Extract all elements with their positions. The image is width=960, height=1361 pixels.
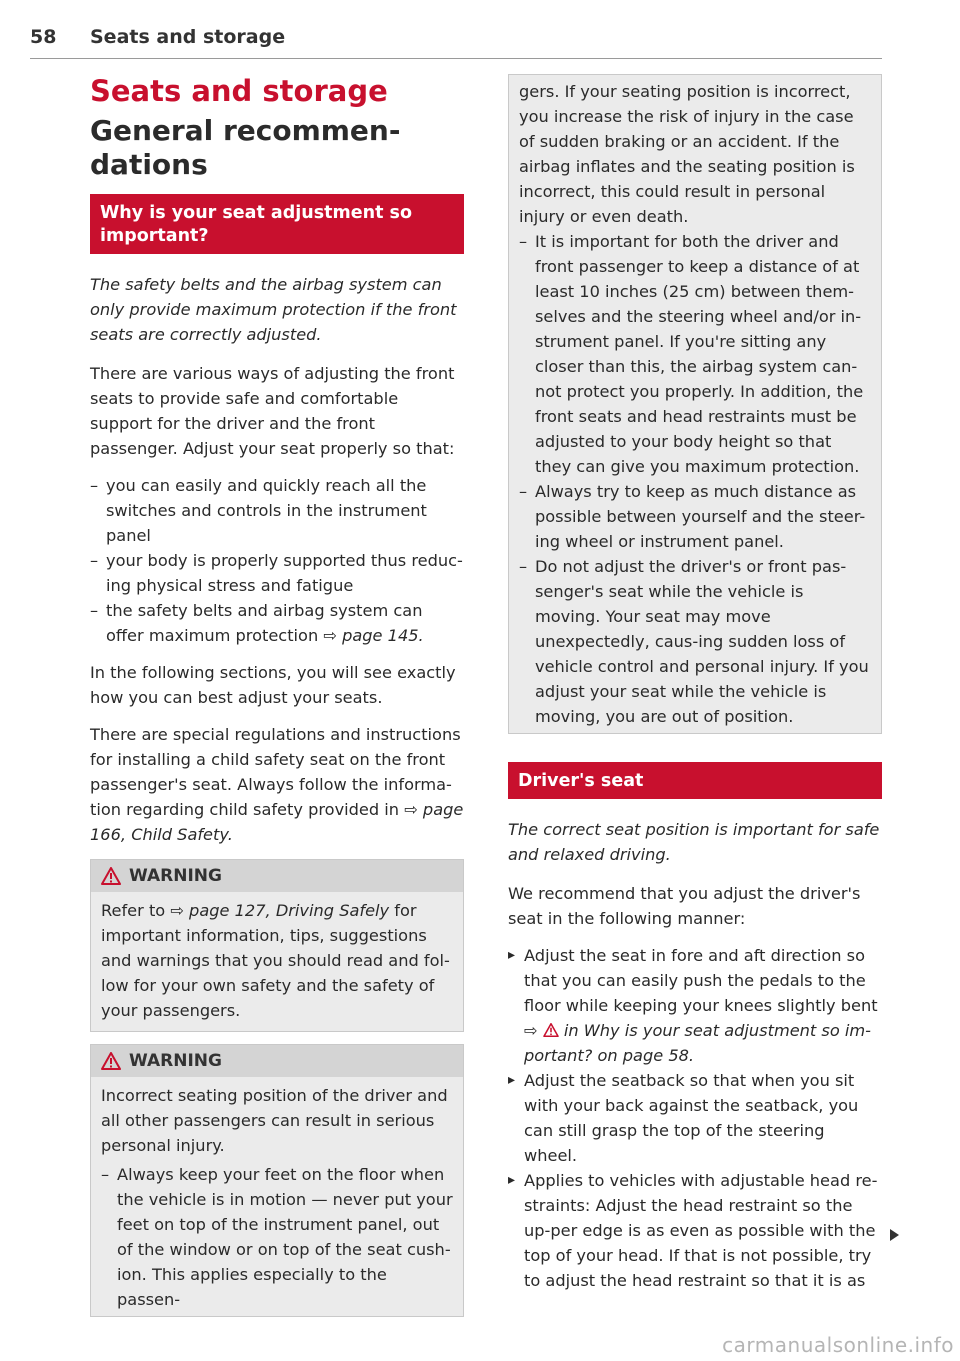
list-item: – the safety belts and airbag system can offer maximum protection ⇨ page 145. <box>90 598 464 648</box>
warning-header <box>91 1045 463 1077</box>
header-title: Seats and storage <box>90 26 286 48</box>
warning-text: Incorrect seating position of the driver and all other passengers can result in serious personal injury. <box>101 1086 448 1155</box>
chapter-title: Seats and storage <box>90 74 388 108</box>
list-item: – Do not adjust the driver's or front pas-senger's seat while the vehicle is moving. Your seat may move unexpectedly, caus-ing sudden loss of vehicle control and personal injury. If you adjust your seat while the vehicle is moving, you are out of position. <box>519 554 871 729</box>
list-item: – Always keep your feet on the floor when the vehicle is in motion — never put your feet on top of the instrument panel, out of the window or on top of the seat cush-ion. This applies especially to the passen- <box>101 1162 453 1312</box>
continue-arrow-icon <box>890 1229 899 1241</box>
subsection-title-drivers-seat: Driver's seat <box>508 762 882 799</box>
list-item: ▸ Adjust the seatback so that when you sit with your back against the seatback, you can still grasp the top of the steering wheel. <box>508 1068 882 1168</box>
page-number: 58 <box>30 26 57 48</box>
adjust-list <box>90 473 464 648</box>
warning-label: WARNING <box>129 866 222 886</box>
warning-text: Refer to ⇨ page 127, Driving Safely for important information, tips, suggestions and warnings that you should read and fol-low for your own safety and the safety of your passengers. <box>101 901 450 1020</box>
driving-safely-ref-link[interactable]: ⇨ page 127, Driving Safely <box>170 901 390 920</box>
list-item: – your body is properly supported thus reduc-ing physical stress and fatigue <box>90 548 464 598</box>
watermark: carmanualsonline.info <box>722 1333 954 1357</box>
warning-cont-text: gers. If your seating position is incorrect, you increase the risk of injury in the case of sudden braking or an accident. If the airbag inflates and the seating position is incorrect, this could result in personal injury or even death. <box>519 82 855 226</box>
warning-box-continued <box>508 74 882 734</box>
warning-box-driving-safely <box>90 859 464 1032</box>
list-item: – Always try to keep as much distance as possible between yourself and the steer-ing wheel or instrument panel. <box>519 479 871 554</box>
section-title: General recommen- dations <box>90 114 401 181</box>
subsection-title-seat-adjustment: Why is your seat adjustment so important? <box>90 194 464 254</box>
page-ref-link[interactable]: ⇨ page 145. <box>323 626 424 645</box>
warning-triangle-icon <box>101 867 121 885</box>
warning-label: WARNING <box>129 1051 222 1071</box>
warning-triangle-icon <box>543 1023 559 1037</box>
paragraph-sections: In the following sections, you will see exactly how you can best adjust your seats. <box>90 663 456 707</box>
intro-text: The correct seat position is important for safe and relaxed driving. <box>508 820 880 864</box>
paragraph-child-seat: There are special regulations and instructions for installing a child safety seat on the front passenger's seat. Always follow the informa-tion regarding child safety provided in ⇨ page 166, Child Safety. <box>90 725 464 844</box>
paragraph-recommend: We recommend that you adjust the driver's seat in the following manner: <box>508 884 861 928</box>
warning-box-seating-position <box>90 1044 464 1317</box>
left-column <box>90 74 464 1329</box>
adjust-steps <box>508 943 882 1293</box>
warning-ref-link[interactable]: ⇨ in Why is your seat adjustment so im-portant? on page 58. <box>524 1021 872 1065</box>
intro-text: The safety belts and the airbag system can only provide maximum protection if the front seats are correctly adjusted. <box>90 275 457 344</box>
warning-triangle-icon <box>101 1052 121 1070</box>
list-item: ▸ Applies to vehicles with adjustable head re-straints: Adjust the head restraint so the up-per edge is as even as possible with the top of your head. If that is not possible, try to adjust the head restraint so that it is as <box>508 1168 882 1293</box>
list-item: – you can easily and quickly reach all the switches and controls in the instrument panel <box>90 473 464 548</box>
warning-header <box>91 860 463 892</box>
list-item: ▸ Adjust the seat in fore and aft direction so that you can easily push the pedals to the floor while keeping your knees slightly bent ⇨ in Why is your seat adjustment so im-portant? on page 58. <box>508 943 882 1068</box>
right-column <box>508 74 882 1293</box>
list-item: – It is important for both the driver and front passenger to keep a distance of at least 10 inches (25 cm) between them-selves and the steering wheel and/or in-strument panel. If you're sitting any closer than this, the airbag system can-not protect you properly. In addition, the front seats and head restraints must be adjusted to your body height so that they can give you maximum protection. <box>519 229 871 479</box>
page-header <box>30 24 882 59</box>
child-safety-ref-link[interactable]: ⇨ page 166, Child Safety. <box>90 800 464 844</box>
paragraph-adjusting: There are various ways of adjusting the front seats to provide safe and comfortable support for the driver and the front passenger. Adjust your seat properly so that: <box>90 364 455 458</box>
